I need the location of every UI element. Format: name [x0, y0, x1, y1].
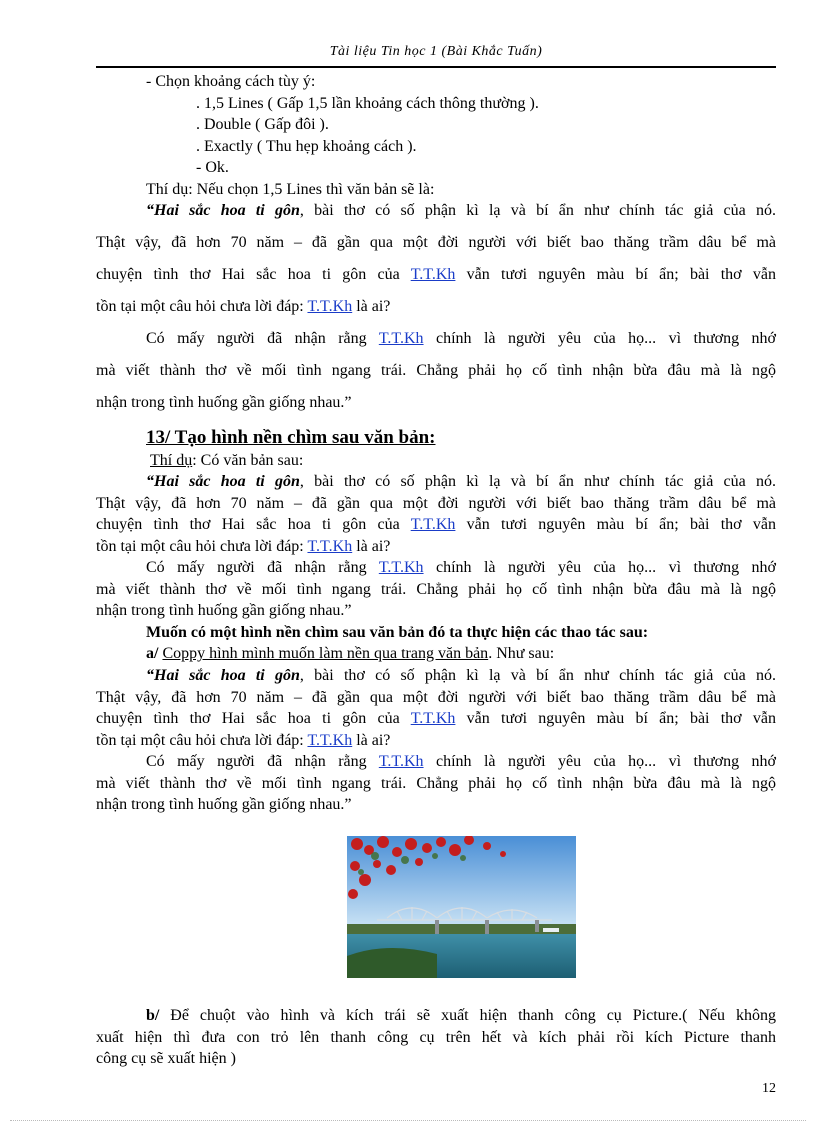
step-b-line3: công cụ sẽ xuất hiện ) [96, 1050, 236, 1067]
poem2-line3: chuyện tình thơ Hai sắc hoa ti gôn của T.T.Kh vẫn tươi nguyên màu bí ẩn; bài thơ vẫn [96, 516, 776, 533]
bridge-photo-svg [347, 836, 576, 978]
choose-spacing-line: - Chọn khoảng cách tùy ý: [146, 73, 316, 90]
poem1-line3: chuyện tình thơ Hai sắc hoa ti gôn của T.T.Kh vẫn tươi nguyên màu bí ẩn; bài thơ vẫn [96, 266, 776, 283]
tt-kh-link[interactable]: T.T.Kh [307, 538, 353, 555]
option-ok: - Ok. [196, 159, 229, 176]
poem3-line1: “Hai sắc hoa ti gôn, bài thơ có số phận kì lạ và bí ẩn như chính tác giả của nó. [146, 667, 777, 684]
bottom-rule [10, 1120, 806, 1121]
poem1-line6: mà viết thành thơ về mối tình ngang trái. Chẳng phải họ cố tình nhận bừa đâu mà là ngộ [96, 362, 776, 379]
tt-kh-link[interactable]: T.T.Kh [410, 266, 456, 283]
tt-kh-link[interactable]: T.T.Kh [378, 559, 424, 576]
poem1-line7: nhận trong tình huống gần giống nhau.” [96, 394, 352, 411]
instruction-line: Muốn có một hình nền chìm sau văn bản đó ta thực hiện các thao tác sau: [146, 624, 649, 641]
poem3-line6: mà viết thành thơ về mối tình ngang trái. Chẳng phải họ cố tình nhận bừa đâu mà là ngộ [96, 775, 776, 792]
page-header: Tài liệu Tin học 1 (Bài Khắc Tuấn) [329, 44, 543, 59]
tt-kh-link[interactable]: T.T.Kh [378, 330, 424, 347]
bridge-photo [347, 836, 576, 978]
poem1-line2: Thật vậy, đã hơn 70 năm – đã gần qua một đời người với biết bao thăng trầm dâu bể mà [96, 234, 776, 251]
step-b-line2: xuất hiện thì đưa con trỏ lên thanh công cụ trên hết và kích phải rồi kích Picture thanh [96, 1029, 776, 1046]
poem1-line5: Có mấy người đã nhận rằng T.T.Kh chính là người yêu của họ... vì thương nhớ [146, 330, 777, 347]
example-line: Thí dụ: Nếu chọn 1,5 Lines thì văn bản sẽ là: [146, 181, 435, 198]
poem2-line5: Có mấy người đã nhận rằng T.T.Kh chính là người yêu của họ... vì thương nhớ [146, 559, 777, 576]
tt-kh-link[interactable]: T.T.Kh [307, 732, 353, 749]
poem-title: “Hai sắc hoa ti gôn [146, 202, 300, 219]
poem3-line3: chuyện tình thơ Hai sắc hoa ti gôn của T.T.Kh vẫn tươi nguyên màu bí ẩn; bài thơ vẫn [96, 710, 776, 727]
poem2-line4: tồn tại một câu hỏi chưa lời đáp: T.T.Kh là ai? [96, 538, 391, 555]
tt-kh-link[interactable]: T.T.Kh [378, 753, 424, 770]
step-b-line1: b/ Để chuột vào hình và kích trái sẽ xuất hiện thanh công cụ Picture.( Nếu không [146, 1007, 776, 1024]
step-a-line: a/ Coppy hình mình muốn làm nền qua trang văn bản. Như sau: [146, 645, 555, 662]
poem3-line5: Có mấy người đã nhận rằng T.T.Kh chính là người yêu của họ... vì thương nhớ [146, 753, 777, 770]
poem2-line7: nhận trong tình huống gần giống nhau.” [96, 602, 352, 619]
tt-kh-link[interactable]: T.T.Kh [307, 298, 353, 315]
poem1-line1: “Hai sắc hoa ti gôn, bài thơ có số phận kì lạ và bí ẩn như chính tác giả của nó. [146, 202, 777, 219]
example2-line: Thí dụ: Có văn bản sau: [150, 452, 304, 469]
section-heading: 13/ Tạo hình nền chìm sau văn bản: [146, 427, 436, 448]
poem1-line4: tồn tại một câu hỏi chưa lời đáp: T.T.Kh là ai? [96, 298, 391, 315]
poem3-line4: tồn tại một câu hỏi chưa lời đáp: T.T.Kh là ai? [96, 732, 391, 749]
tt-kh-link[interactable]: T.T.Kh [410, 516, 456, 533]
poem2-line1: “Hai sắc hoa ti gôn, bài thơ có số phận kì lạ và bí ẩn như chính tác giả của nó. [146, 473, 777, 490]
header-rule [96, 66, 776, 68]
option-15-lines: . 1,5 Lines ( Gấp 1,5 lần khoảng cách thông thường ). [196, 95, 539, 112]
tt-kh-link[interactable]: T.T.Kh [410, 710, 456, 727]
poem2-line2: Thật vậy, đã hơn 70 năm – đã gần qua một đời người với biết bao thăng trầm dâu bể mà [96, 495, 776, 512]
page-number: 12 [762, 1081, 776, 1096]
poem3-line2: Thật vậy, đã hơn 70 năm – đã gần qua một đời người với biết bao thăng trầm dâu bể mà [96, 689, 776, 706]
option-exactly: . Exactly ( Thu hẹp khoảng cách ). [196, 138, 417, 155]
poem2-line6: mà viết thành thơ về mối tình ngang trái. Chẳng phải họ cố tình nhận bừa đâu mà là ngộ [96, 581, 776, 598]
option-double: . Double ( Gấp đôi ). [196, 116, 329, 133]
poem3-line7: nhận trong tình huống gần giống nhau.” [96, 796, 352, 813]
